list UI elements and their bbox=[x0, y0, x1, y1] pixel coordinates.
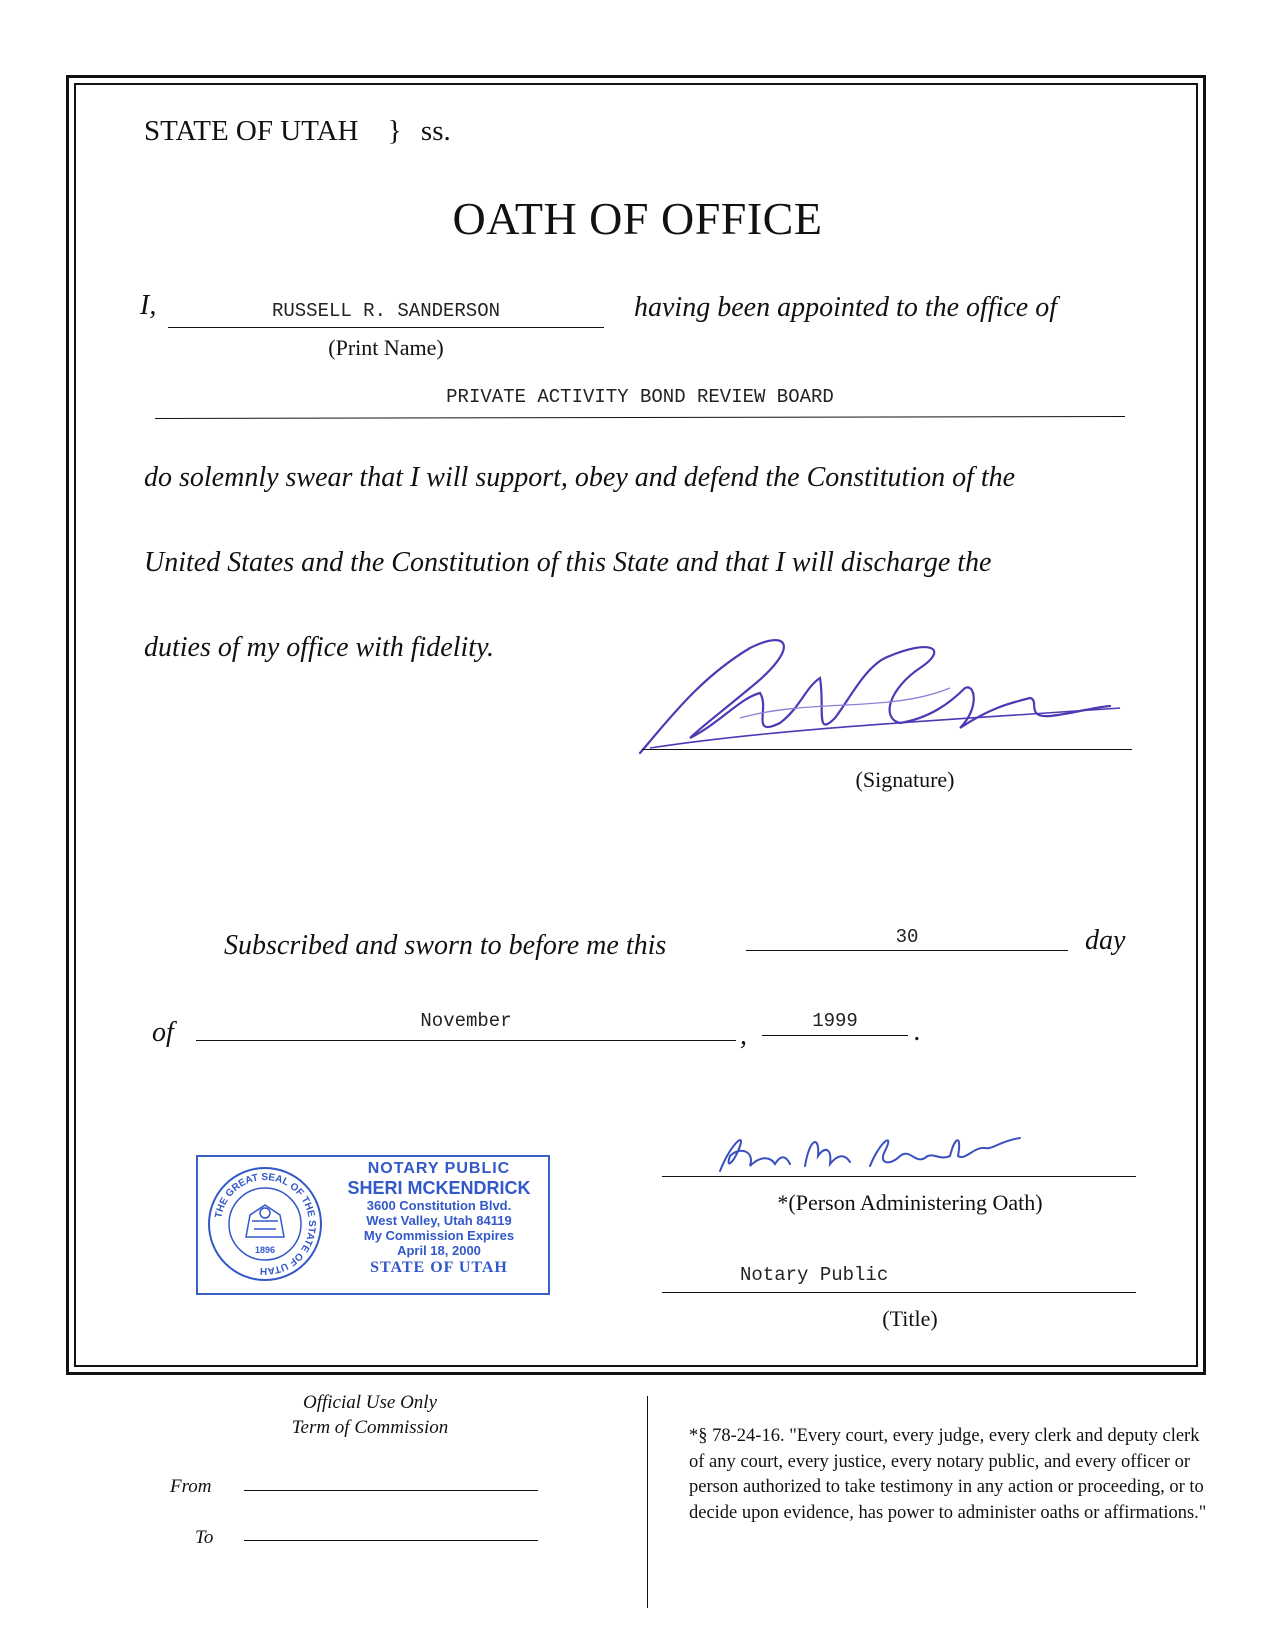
title-underline bbox=[662, 1292, 1136, 1293]
oath-prefix: I, bbox=[140, 290, 157, 321]
to-underline bbox=[244, 1540, 538, 1541]
state-seal-icon bbox=[206, 1165, 324, 1283]
administrator-caption: *(Person Administering Oath) bbox=[777, 1190, 1043, 1215]
year-value: 1999 bbox=[812, 1010, 858, 1032]
stamp-text-block bbox=[330, 1160, 548, 1277]
administrator-underline bbox=[662, 1176, 1136, 1177]
official-use-heading: Official Use Only bbox=[302, 1392, 438, 1413]
month-underline bbox=[196, 1040, 736, 1041]
stamp-line-city: West Valley, Utah 84119 bbox=[366, 1213, 512, 1229]
comma-glyph: , bbox=[740, 1020, 747, 1051]
title-caption: (Title) bbox=[882, 1306, 938, 1331]
office-value: PRIVATE ACTIVITY BOND REVIEW BOARD bbox=[446, 386, 834, 408]
signature-underline bbox=[642, 749, 1132, 750]
term-of-commission-heading: Term of Commission bbox=[291, 1417, 449, 1438]
oath-body-line-1: do solemnly swear that I will support, obey and defend the Constitution of the bbox=[144, 462, 1016, 493]
page-title: OATH OF OFFICE bbox=[452, 193, 823, 244]
name-underline bbox=[168, 327, 604, 328]
from-label: From bbox=[170, 1476, 212, 1497]
title-value: Notary Public bbox=[740, 1264, 889, 1286]
to-label: To bbox=[195, 1527, 214, 1548]
state-name: STATE OF UTAH bbox=[144, 115, 359, 147]
from-underline bbox=[244, 1490, 538, 1491]
stamp-line-name: SHERI MCKENDRICK bbox=[347, 1178, 531, 1199]
footer-divider bbox=[647, 1396, 648, 1608]
appointed-text: having been appointed to the office of bbox=[634, 292, 1058, 323]
brace-glyph: } bbox=[387, 115, 402, 147]
day-underline bbox=[746, 950, 1068, 951]
signature-caption: (Signature) bbox=[855, 767, 955, 792]
statute-note: *§ 78-24-16. "Every court, every judge, every clerk and deputy clerk of any court, every justice, every notary public, and every officer or person authorized to take testimony in any action or proceeding, or to decide upon evidence, has power to administer oaths or affirmations." bbox=[689, 1426, 1207, 1523]
oath-signature-mark bbox=[630, 628, 1140, 768]
oath-body-line-2: United States and the Constitution of this State and that I will discharge the bbox=[144, 547, 992, 578]
stamp-line-state: STATE OF UTAH bbox=[370, 1258, 508, 1276]
state-venue-line bbox=[144, 115, 451, 148]
day-word: day bbox=[1085, 925, 1126, 956]
month-value: November bbox=[420, 1010, 512, 1032]
seal-ring-text: THE GREAT SEAL OF THE STATE OF UTAH bbox=[213, 1171, 318, 1277]
stamp-line-commission: My Commission Expires bbox=[363, 1227, 515, 1243]
stamp-line-expiry: April 18, 2000 bbox=[397, 1242, 481, 1258]
oath-body-line-3: duties of my office with fidelity. bbox=[144, 632, 494, 663]
ss-abbrev: ss. bbox=[420, 115, 451, 147]
print-name-caption: (Print Name) bbox=[328, 335, 444, 360]
notary-stamp bbox=[196, 1155, 550, 1295]
print-name-value: RUSSELL R. SANDERSON bbox=[271, 300, 501, 322]
period-glyph: . bbox=[914, 1016, 921, 1047]
of-word: of bbox=[152, 1017, 174, 1048]
administrator-signature-mark bbox=[700, 1126, 1030, 1186]
seal-year: 1896 bbox=[254, 1245, 276, 1255]
subscribed-text: Subscribed and sworn to before me this bbox=[224, 930, 667, 961]
stamp-line-address: 3600 Constitution Blvd. bbox=[366, 1198, 512, 1214]
year-underline bbox=[762, 1035, 908, 1036]
day-value: 30 bbox=[895, 926, 919, 948]
stamp-line-notary: NOTARY PUBLIC bbox=[367, 1160, 511, 1177]
